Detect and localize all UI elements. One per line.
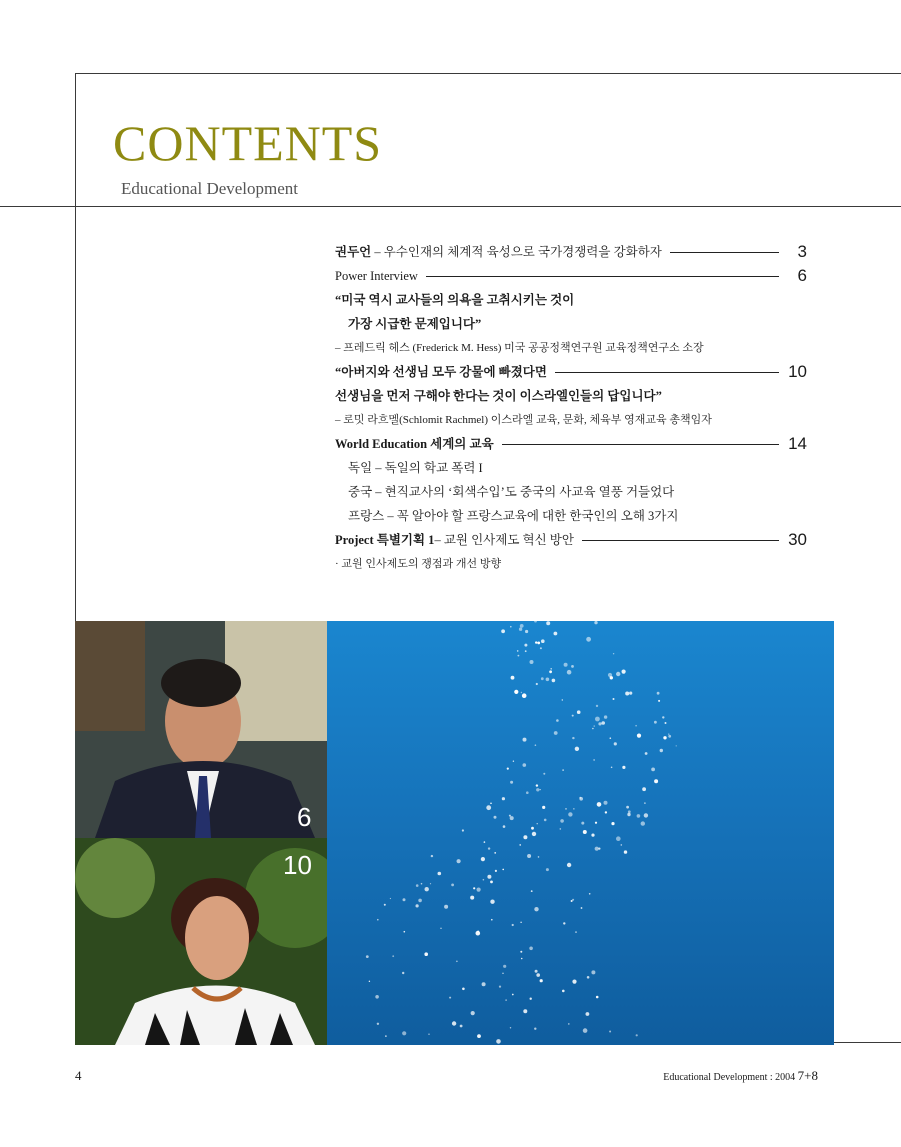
sparkle <box>494 852 496 854</box>
sparkle <box>635 725 637 727</box>
sparkle <box>509 815 511 817</box>
sparkle <box>595 717 600 722</box>
sparkle <box>483 879 485 881</box>
toc-leader-line <box>555 372 779 373</box>
frame-top-rule <box>75 73 901 74</box>
toc-page-number: 3 <box>797 242 807 261</box>
sparkle <box>403 898 406 901</box>
header-divider <box>0 206 901 207</box>
sparkle <box>536 973 540 977</box>
toc-page-number: 30 <box>788 530 807 549</box>
sparkle <box>486 805 491 810</box>
sparkle <box>662 716 664 718</box>
toc-entry-text <box>335 342 704 354</box>
sparkle <box>424 952 428 956</box>
sparkle <box>402 972 404 974</box>
sparkle-layer <box>327 621 834 1045</box>
sparkle <box>642 787 646 791</box>
sparkle <box>577 710 581 714</box>
sparkle <box>470 896 474 900</box>
sparkle <box>641 821 645 825</box>
sparkle <box>589 893 591 895</box>
sparkle <box>535 744 537 746</box>
sparkle <box>484 841 486 843</box>
toc-line <box>335 312 807 336</box>
sparkle <box>560 819 564 823</box>
sparkle <box>594 621 597 624</box>
toc-page-number: 10 <box>788 362 807 381</box>
sparkle <box>636 1034 638 1036</box>
toc-entry-description: 프랑스 – 꼭 알아야 할 프랑스교육에 대한 한국인의 오해 3가지 <box>348 509 679 523</box>
toc-leader-line <box>502 444 779 445</box>
sparkle <box>613 698 615 700</box>
photo-schlomit-rachmel <box>75 838 327 1045</box>
sparkle <box>572 715 574 717</box>
sparkle <box>586 1012 590 1016</box>
sparkle <box>556 719 559 722</box>
toc-leader-line <box>670 252 779 253</box>
sparkle <box>513 761 514 762</box>
sparkle <box>510 626 512 628</box>
sparkle <box>488 847 490 849</box>
sparkle <box>517 650 519 652</box>
toc-line <box>335 504 807 528</box>
sparkle <box>490 803 492 805</box>
frame-left-rule <box>75 73 76 621</box>
sparkle <box>529 947 533 951</box>
sparkle <box>579 797 581 799</box>
toc-line <box>335 552 807 576</box>
photo-frederick-hess <box>75 621 327 838</box>
sparkle <box>462 988 465 991</box>
sparkle <box>477 888 481 892</box>
portrait-man-illustration <box>75 621 327 838</box>
sparkle <box>604 801 608 805</box>
sparkle <box>644 813 648 817</box>
sparkle <box>572 737 574 739</box>
sparkle <box>592 728 594 730</box>
table-of-contents <box>335 240 807 576</box>
sparkle <box>452 1021 456 1025</box>
sparkle <box>451 884 454 887</box>
sparkle <box>560 828 562 830</box>
sparkle <box>594 725 595 726</box>
sparkle <box>518 655 520 657</box>
sparkle <box>503 825 506 828</box>
sparkle <box>613 653 614 654</box>
sparkle <box>431 855 433 857</box>
sparkle <box>384 904 386 906</box>
toc-entry-heading: World Education 세계의 교육 <box>335 437 494 451</box>
sparkle <box>568 1023 570 1025</box>
page-number: 4 <box>75 1068 82 1083</box>
sparkle <box>593 759 594 760</box>
sparkle <box>567 863 571 867</box>
sparkle <box>531 890 533 892</box>
toc-entry-text <box>335 264 418 288</box>
toc-page-number: 6 <box>797 266 807 285</box>
sparkle <box>575 931 576 932</box>
sparkle <box>658 700 660 702</box>
sparkle <box>491 919 493 921</box>
sparkle <box>514 690 518 694</box>
sparkle <box>554 731 558 735</box>
sparkle <box>521 692 522 693</box>
running-footer <box>663 1068 818 1084</box>
sparkle <box>490 900 494 904</box>
sparkle <box>534 1028 536 1030</box>
sparkle <box>583 1028 588 1033</box>
sparkle <box>573 808 574 809</box>
sparkle <box>550 668 552 670</box>
sparkle <box>482 982 486 986</box>
sparkle <box>438 872 442 876</box>
sparkle <box>416 884 419 887</box>
sparkle <box>526 791 529 794</box>
sparkle <box>520 951 522 953</box>
toc-entry-heading: Project 특별기획 1 <box>335 533 435 547</box>
sparkle <box>510 816 514 820</box>
sparkle <box>540 789 541 790</box>
sparkle <box>537 642 540 645</box>
sparkle <box>611 767 613 769</box>
sparkle <box>531 827 534 830</box>
page-subtitle: Educational Development <box>121 179 299 198</box>
sparkle <box>541 677 544 680</box>
sparkle <box>537 823 538 824</box>
sparkle <box>575 747 579 751</box>
sparkle <box>536 683 538 685</box>
sparkle <box>563 922 565 924</box>
toc-entry[interactable] <box>335 528 807 552</box>
frame-bottom-rule <box>826 1042 901 1043</box>
sparkle <box>532 832 536 836</box>
sparkle <box>520 922 521 923</box>
sparkle <box>663 736 666 739</box>
sparkle <box>572 899 574 901</box>
sparkle <box>535 970 538 973</box>
toc-entry-text <box>335 528 574 552</box>
sparkle <box>523 835 527 839</box>
sparkle <box>521 958 523 960</box>
sparkle <box>572 980 576 984</box>
sparkle <box>616 836 621 841</box>
sparkle <box>586 637 591 642</box>
sparkle <box>530 660 534 664</box>
sparkle <box>644 802 646 804</box>
sparkle <box>622 766 625 769</box>
toc-entry-text <box>335 360 547 384</box>
toc-line <box>335 288 807 312</box>
sparkle <box>624 850 627 853</box>
sparkle <box>562 990 565 993</box>
toc-line <box>335 384 807 408</box>
sparkle <box>418 899 422 903</box>
sparkle <box>568 812 572 816</box>
toc-entry-heading: 가장 시급한 문제입니다” <box>348 317 482 331</box>
sparkle <box>502 797 505 800</box>
sparkle <box>366 955 369 958</box>
sparkle <box>595 822 597 824</box>
sparkle <box>581 822 584 825</box>
sparkle <box>392 955 394 957</box>
sparkle <box>614 742 617 745</box>
sparkle <box>601 721 605 725</box>
sparkle <box>538 856 540 858</box>
sparkle <box>496 1039 501 1044</box>
toc-entry-heading: “아버지와 선생님 모두 강물에 빠졌다면 <box>335 365 547 379</box>
photo-page-number: 10 <box>283 850 312 880</box>
sparkle <box>507 768 509 770</box>
sparkle <box>637 814 641 818</box>
sparkle <box>536 784 538 786</box>
sparkle <box>505 999 507 1001</box>
toc-line <box>335 408 807 432</box>
sparkle <box>440 928 441 929</box>
sparkle <box>512 994 514 996</box>
sparkle <box>523 1009 527 1013</box>
sparkle <box>525 630 528 633</box>
sparkle <box>567 670 572 675</box>
toc-entry-description: – 교원 인사제도 혁신 방안 <box>434 533 574 547</box>
sparkle <box>530 998 532 1000</box>
sparkle <box>616 672 620 676</box>
issue-number: 7+8 <box>797 1068 818 1083</box>
sparkle <box>510 1027 511 1028</box>
sparkle <box>421 883 423 885</box>
toc-line <box>335 480 807 504</box>
sparkle <box>554 632 558 636</box>
sparkle <box>477 1034 481 1038</box>
sparkle <box>510 781 513 784</box>
sparkle <box>645 752 648 755</box>
toc-entry-description: · 교원 인사제도의 쟁점과 개선 방향 <box>335 558 502 570</box>
sparkle <box>668 735 671 738</box>
toc-page-number: 14 <box>788 434 807 453</box>
toc-entry-description: 독일 – 독일의 학교 폭력 I <box>348 461 483 475</box>
journal-name: Educational Development : 2004 <box>663 1072 798 1083</box>
sparkle <box>540 979 543 982</box>
sparkle <box>457 859 461 863</box>
toc-entry-description: 중국 – 현직교사의 ‘회색수입’도 중국의 사교육 열풍 거들었다 <box>348 485 675 499</box>
sparkle <box>449 997 451 999</box>
sparkle <box>476 931 481 936</box>
sparkle <box>522 693 527 698</box>
toc-entry-description: – 우수인재의 체계적 육성으로 국가경쟁력을 강화하자 <box>371 245 662 259</box>
toc-line <box>335 336 807 360</box>
sparkle <box>527 854 531 858</box>
sparkle <box>665 722 667 724</box>
sparkle <box>540 647 542 649</box>
sparkle <box>598 722 601 725</box>
sparkle <box>595 847 599 851</box>
toc-entry-text <box>335 509 678 523</box>
toc-entry-text <box>335 485 674 499</box>
toc-entry-heading: “미국 역시 교사들의 의욕을 고취시키는 것이 <box>335 293 575 307</box>
sparkle <box>519 844 521 846</box>
toc-leader-line <box>582 540 779 541</box>
toc-entry-text <box>335 317 481 331</box>
sparkle <box>546 621 550 625</box>
sparkle <box>605 811 607 813</box>
sparkle <box>534 621 537 623</box>
sparkle <box>587 976 590 979</box>
sparkle <box>487 875 491 879</box>
toc-entry-heading: 권두언 <box>335 245 372 259</box>
sparkle <box>471 1011 475 1015</box>
sparkle <box>629 692 632 695</box>
sparkle <box>512 924 514 926</box>
sparkle <box>609 1031 611 1033</box>
sparkle <box>546 678 550 682</box>
toc-entry[interactable] <box>335 360 807 384</box>
sparkle <box>651 768 655 772</box>
sparkle <box>596 705 598 707</box>
sparkle <box>611 822 614 825</box>
toc-entry[interactable] <box>335 240 807 264</box>
toc-entry-text <box>335 461 483 475</box>
sparkle <box>425 887 429 891</box>
sparkle <box>543 773 545 775</box>
sparkle <box>519 628 522 631</box>
sparkle <box>444 905 448 909</box>
sparkle <box>523 763 527 767</box>
sparkle <box>622 670 626 674</box>
sparkle <box>456 961 458 963</box>
toc-entry[interactable] <box>335 432 807 456</box>
toc-entry-description: – 프레드릭 헤스 (Frederick M. Hess) 미국 공공정책연구원 교육정책연구소 소장 <box>335 342 704 354</box>
sparkle <box>625 692 629 696</box>
sparkle <box>525 650 527 652</box>
water-sparkle-photo <box>327 621 834 1045</box>
sparkle <box>520 624 524 628</box>
sparkle <box>503 965 506 968</box>
sparkle <box>546 868 549 871</box>
toc-line <box>335 456 807 480</box>
sparkle <box>377 919 379 921</box>
sparkle <box>591 970 595 974</box>
sparkle <box>660 749 663 752</box>
page-title: CONTENTS <box>113 115 383 171</box>
sparkle <box>583 830 587 834</box>
sparkle <box>385 1035 387 1037</box>
sparkle <box>501 629 505 633</box>
sparkle <box>610 737 612 739</box>
sparkle <box>416 904 419 907</box>
sparkle <box>564 663 568 667</box>
toc-entry-text <box>335 558 501 570</box>
toc-entry-text <box>335 389 662 403</box>
sparkle <box>494 816 497 819</box>
toc-entry-description: Power Interview <box>335 269 418 283</box>
toc-entry[interactable] <box>335 264 807 288</box>
sparkle <box>430 883 431 884</box>
sparkle <box>598 848 600 850</box>
sparkle <box>377 1023 379 1025</box>
sparkle <box>637 734 641 738</box>
sparkle <box>654 779 658 783</box>
sparkle <box>473 887 475 889</box>
sparkle <box>369 981 370 982</box>
sparkle <box>541 639 545 643</box>
sparkle <box>628 810 631 813</box>
sparkle <box>502 973 503 974</box>
sparkle <box>591 834 594 837</box>
sparkle <box>610 676 613 679</box>
sparkle <box>428 1033 430 1035</box>
sparkle <box>404 931 406 933</box>
sparkle <box>524 644 527 647</box>
sparkle <box>502 869 504 871</box>
sparkle <box>523 738 527 742</box>
toc-entry-text <box>335 432 494 456</box>
sparkle <box>626 806 629 809</box>
sparkle <box>460 1025 463 1028</box>
sparkle <box>544 819 547 822</box>
sparkle <box>621 844 623 846</box>
sparkle <box>481 857 485 861</box>
sparkle <box>627 813 630 816</box>
sparkle <box>596 996 599 999</box>
sparkle <box>549 670 552 673</box>
sparkle <box>536 788 539 791</box>
sparkle <box>375 995 379 999</box>
sparkle <box>571 665 574 668</box>
toc-leader-line <box>426 276 779 277</box>
sparkle <box>676 745 677 746</box>
sparkle <box>511 676 515 680</box>
toc-entry-text <box>335 414 712 426</box>
toc-entry-description: – 로밋 라흐멜(Schlomit Rachmel) 이스라엘 교육, 문화, 체육부 영재교육 총책임자 <box>335 414 712 426</box>
sparkle <box>462 829 464 831</box>
sparkle <box>604 715 607 718</box>
sparkle <box>499 986 501 988</box>
sparkle <box>534 907 538 911</box>
sparkle <box>654 721 657 724</box>
sparkle <box>597 802 602 807</box>
sparkle <box>542 806 545 809</box>
sparkle <box>562 699 563 700</box>
photo-page-number: 6 <box>297 802 312 832</box>
sparkle <box>668 734 669 735</box>
toc-entry-text <box>335 240 662 264</box>
sparkle <box>490 881 493 884</box>
sparkle <box>402 1031 406 1035</box>
sparkle <box>657 692 660 695</box>
sparkle <box>581 907 583 909</box>
toc-entry-text <box>335 293 574 307</box>
sparkle <box>495 870 497 872</box>
sparkle <box>552 679 556 683</box>
sparkle <box>390 898 391 899</box>
toc-entry-heading: 선생님을 먼저 구해야 한다는 것이 이스라엘인들의 답입니다” <box>335 389 662 403</box>
sparkle <box>562 769 563 770</box>
sparkle <box>565 808 566 809</box>
sparkle <box>535 641 537 643</box>
